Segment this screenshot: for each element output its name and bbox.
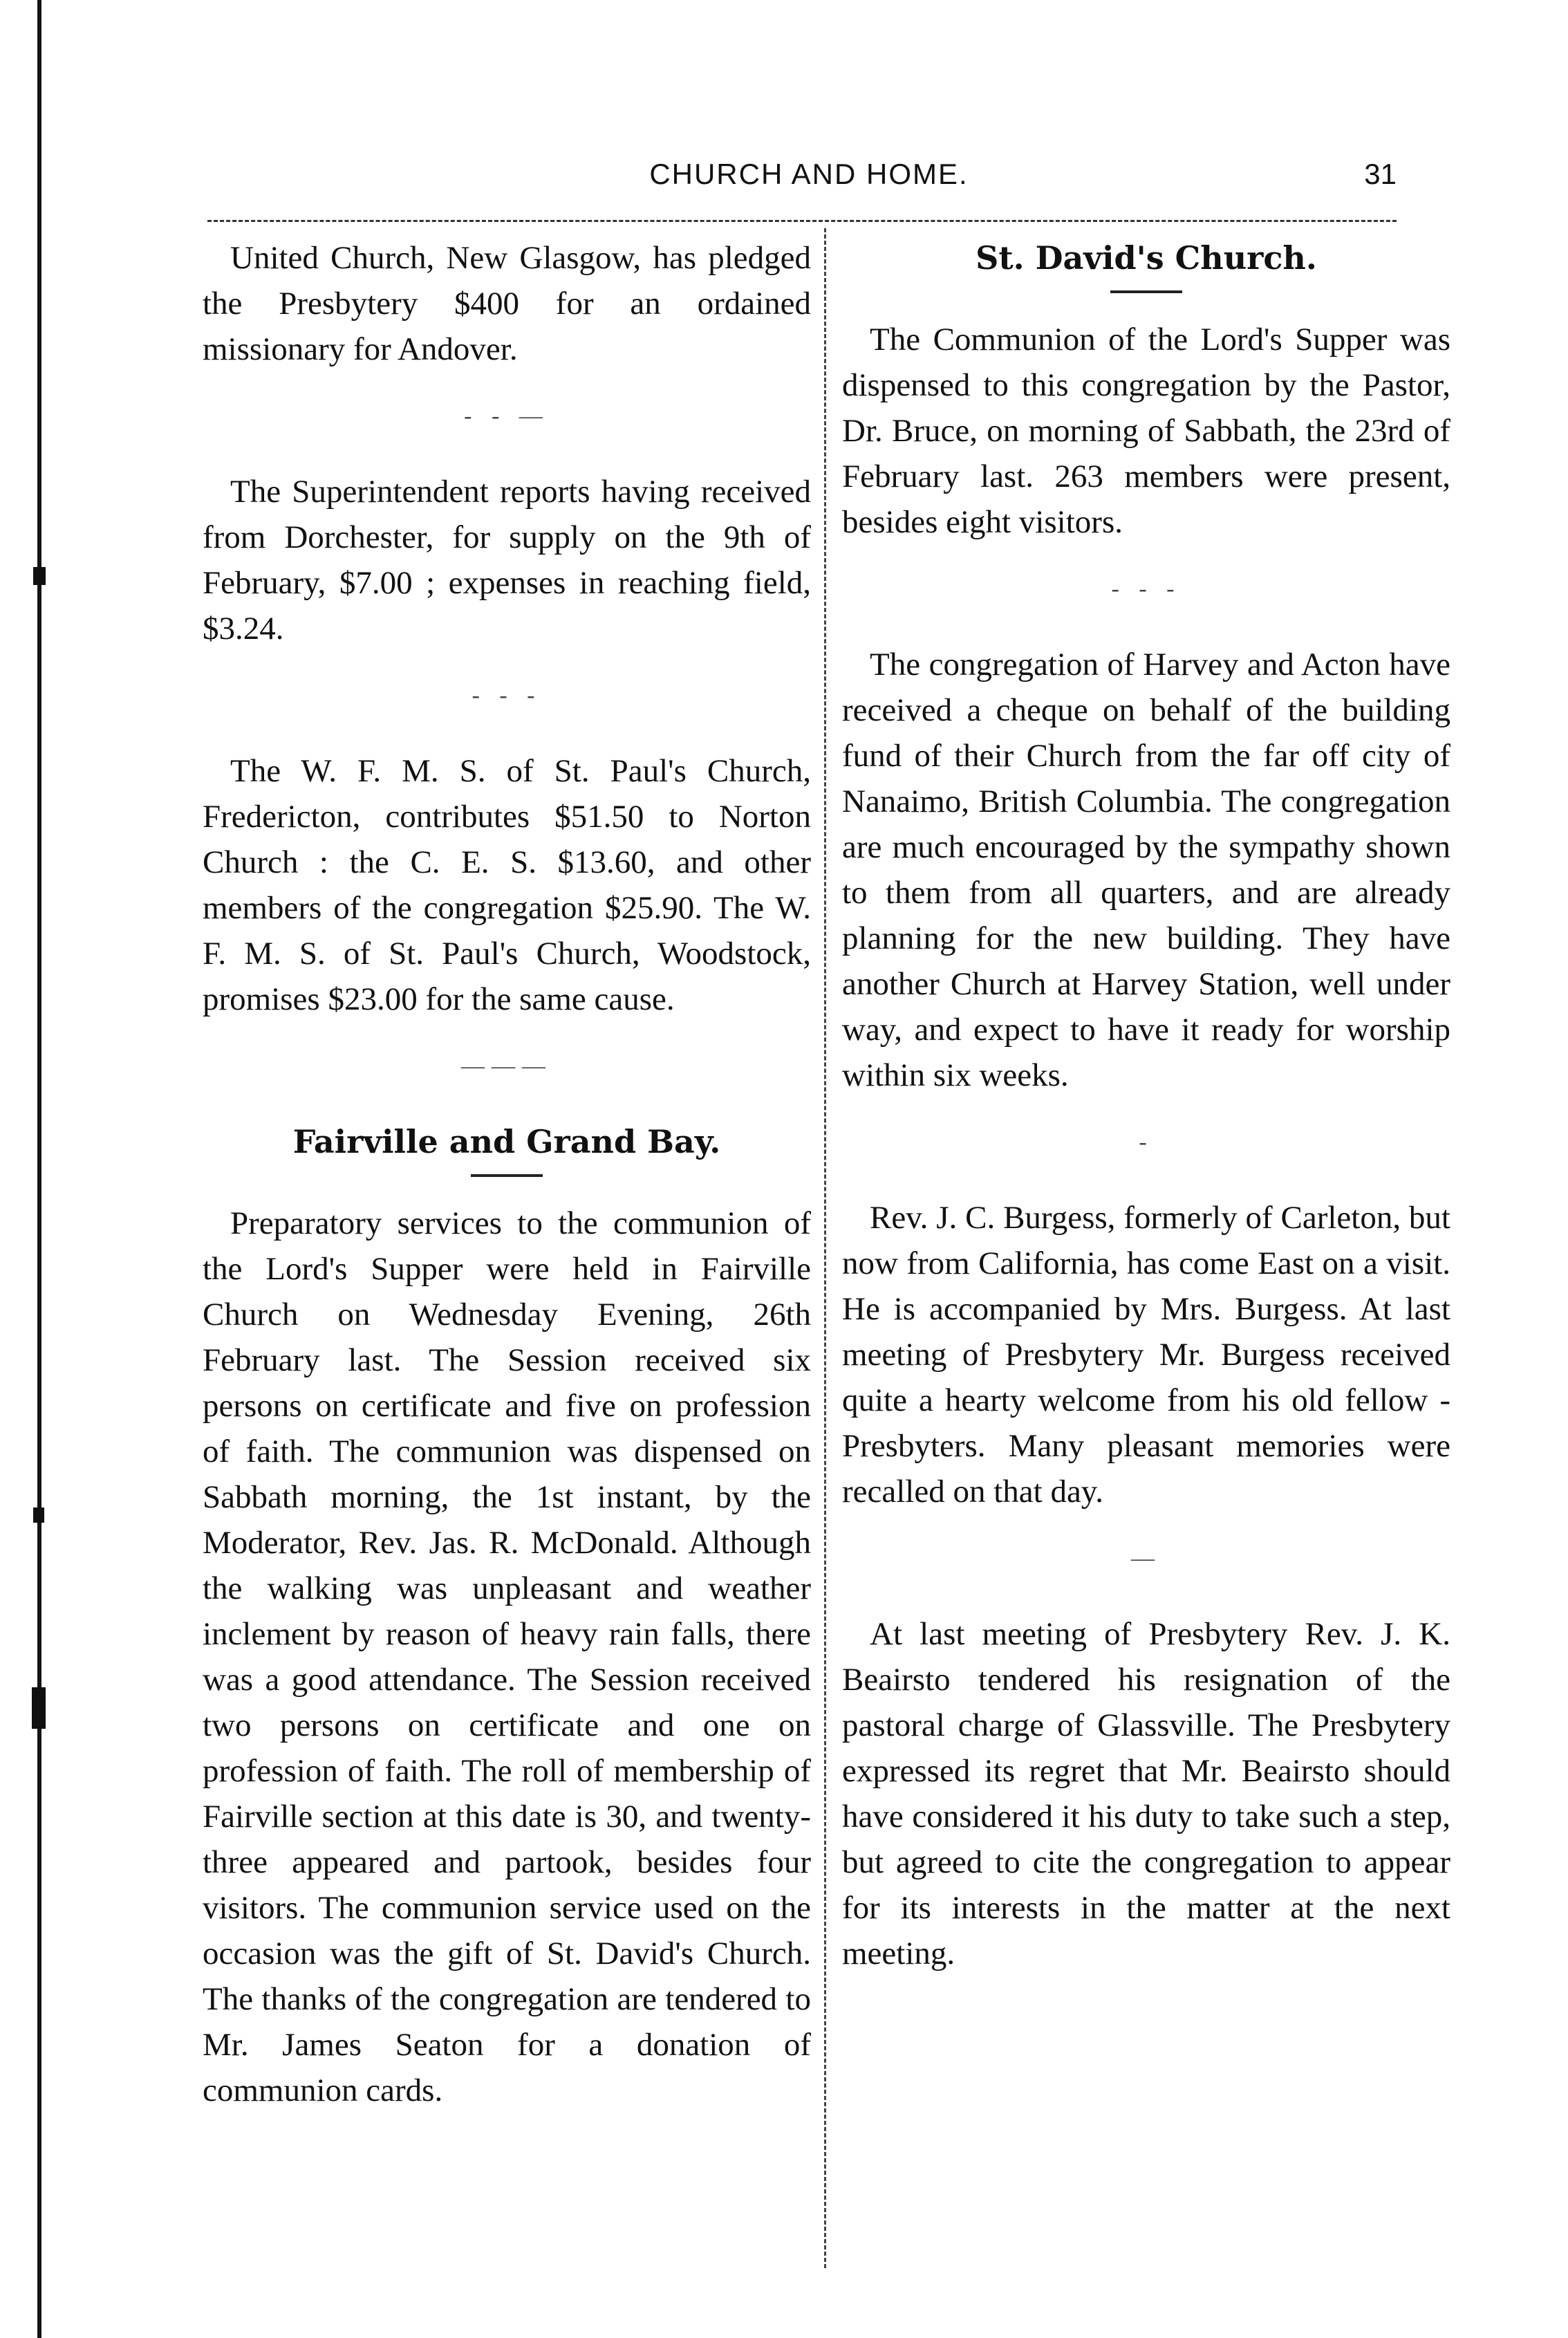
section-break: - bbox=[1139, 1129, 1154, 1155]
running-head: CHURCH AND HOME. bbox=[649, 158, 969, 190]
article-paragraph: The congregation of Harvey and Acton have received a cheque on behalf of the building fund of their Church from the far off city of Nanaimo, British Columbia. The congregation are much encouraged by the sympathy shown to them from all quarters, and are already planning for the new building. They have another Church at Harvey Station, well under way, and expect to have it ready for worship within six weeks. bbox=[842, 647, 1450, 1093]
column-divider bbox=[824, 228, 826, 2268]
article-paragraph: The W. F. M. S. of St. Paul's Church, Fredericton, contributes $51.50 to Norton Church : the C. E. S. $13.60, and other members of the congregation $25.90. The W. F. M. S. of St. Paul's Church, Woodstock, promises $23.00 for the same cause. bbox=[203, 753, 811, 1017]
page-edge-rule bbox=[37, 0, 41, 2338]
right-column bbox=[842, 235, 1450, 1976]
section-break: ——— bbox=[461, 1053, 552, 1079]
article-paragraph: Rev. J. C. Burgess, formerly of Carleton, but now from California, has come East on a visit. He is accompanied by Mrs. Burgess. At last meeting of Presbytery Mr. Burgess received quite a hearty welcome from his old fellow - Presbyters. Many pleasant memories were recalled on that day. bbox=[842, 1200, 1450, 1510]
left-column bbox=[203, 235, 811, 2113]
heading-rule bbox=[471, 1174, 543, 1177]
article-paragraph: Preparatory services to the communion of the Lord's Supper were held in Fairville Church on Wednesday Evening, 26th February last. The Session received six persons on certificate and five on profession of faith. The communion was dispensed on Sabbath morning, the 1st instant, by the Moderator, Rev. Jas. R. McDonald. Although the walking was unpleasant and weather inclement by reason of heavy rain falls, there was a good attendance. The Session received two persons on certificate and one on profession of faith. The roll of membership of Fairville section at this date is 30, and twenty-three appeared and partook, besides four visitors. The communion service used on the occasion was the gift of St. David's Church. The thanks of the congregation are tendered to Mr. James Seaton for a donation of communion cards. bbox=[203, 1205, 811, 2108]
section-break: - - - bbox=[1111, 576, 1182, 602]
heading-rule bbox=[1110, 290, 1182, 293]
page-number: 31 bbox=[1364, 158, 1397, 190]
section-heading: St. David's Church. bbox=[976, 239, 1317, 277]
page-header bbox=[221, 158, 1397, 220]
article-paragraph: At last meeting of Presbytery Rev. J. K. Beairsto tendered his resignation of the pastoral charge of Glassville. The Presbytery expressed its regret that Mr. Beairsto should have considered it his duty to take such a step, but agreed to cite the congregation to appear for its interests in the matter at the next meeting. bbox=[842, 1616, 1450, 1971]
edge-mark bbox=[33, 567, 46, 585]
header-rule bbox=[207, 220, 1397, 222]
edge-mark bbox=[33, 1507, 44, 1523]
section-heading: Fairville and Grand Bay. bbox=[292, 1123, 721, 1160]
article-paragraph: United Church, New Glasgow, has pledged the Presbytery $400 for an ordained missionary for Andover. bbox=[203, 240, 811, 367]
section-break: — bbox=[1131, 1546, 1161, 1571]
section-break: - - — bbox=[464, 403, 550, 429]
article-paragraph: The Communion of the Lord's Supper was dispensed to this congregation by the Pastor, Dr. Bruce, on morning of Sabbath, the 23rd of February last. 263 members were present, besides eight visitors. bbox=[842, 322, 1450, 540]
edge-mark bbox=[32, 1687, 46, 1729]
section-break: - - - bbox=[472, 683, 542, 708]
article-paragraph: The Superintendent reports having received from Dorchester, for supply on the 9th of February, $7.00 ; expenses in reaching field, $3.24. bbox=[203, 474, 811, 647]
